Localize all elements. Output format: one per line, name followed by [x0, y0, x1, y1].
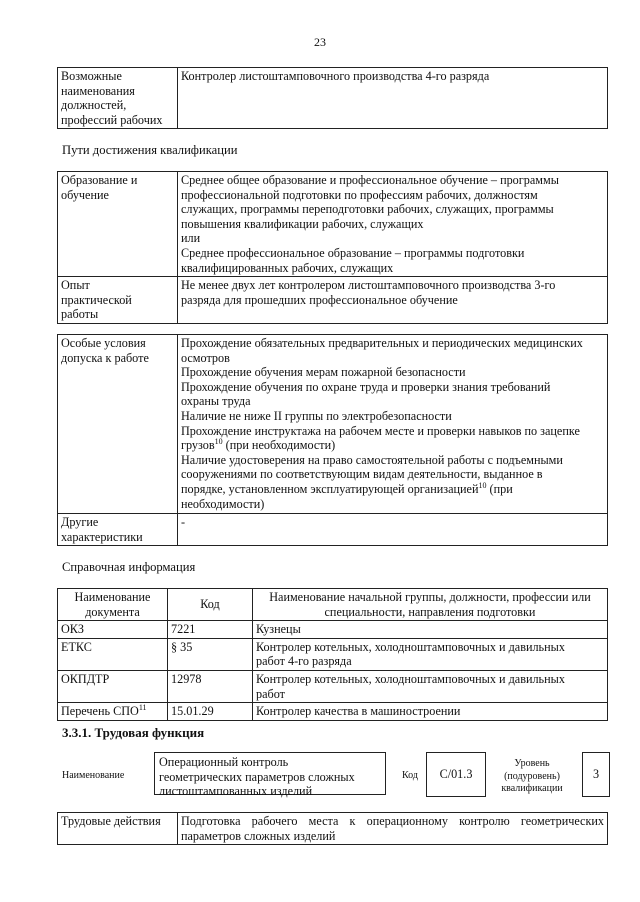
cell-text: ОКЗ	[61, 622, 85, 637]
header-name	[253, 589, 608, 621]
text-line	[181, 438, 604, 453]
positions-table	[57, 67, 608, 129]
text-line: необходимости)	[181, 496, 265, 511]
conditions-table	[57, 334, 608, 546]
cell-text: Перечень СПО	[61, 704, 139, 719]
header-line: Код	[200, 597, 220, 612]
cell-document	[58, 670, 168, 702]
table-row	[58, 670, 608, 702]
table-row	[58, 514, 608, 546]
name-line: листоштампованных изделий	[159, 784, 313, 799]
experience-label	[58, 277, 178, 324]
footnote-ref: 10	[214, 437, 223, 447]
text-fragment: (при	[486, 481, 513, 496]
table-row	[58, 813, 608, 845]
footnote-ref: 11	[138, 703, 147, 713]
conditions-label	[58, 335, 178, 514]
footnote-ref: 10	[478, 480, 487, 490]
positions-label	[58, 68, 178, 129]
other-label	[58, 514, 178, 546]
text-line: Прохождение обучения по охране труда и проверки знания требований	[181, 379, 551, 394]
cell-document	[58, 703, 168, 721]
header-document	[58, 589, 168, 621]
positions-value: Контролер листоштамповочного производства 4-го разряда	[178, 68, 608, 129]
text-line: Среднее общее образование и профессиональное обучение – программы	[181, 173, 559, 187]
cell-name	[253, 638, 608, 670]
label-line: наименования	[61, 83, 135, 98]
table-row	[58, 621, 608, 639]
function-name-box	[154, 752, 386, 799]
function-heading: 3.3.1. Трудовая функция	[62, 725, 205, 740]
table-row	[58, 277, 608, 324]
actions-label: Трудовые действия	[58, 813, 178, 845]
text-line: Не менее двух лет контролером листоштамповочного производства 3-го	[181, 278, 556, 293]
text-line	[181, 482, 604, 497]
text-line: Прохождение обучения мерам пожарной безопасности	[181, 365, 466, 380]
label-line: обучение	[61, 187, 109, 202]
table-row	[58, 638, 608, 670]
label-line: работы	[61, 307, 99, 322]
label-line: Образование и	[61, 173, 138, 187]
page-number: 23	[314, 35, 326, 49]
text-line: служащих, программы переподготовки рабочих, служащих, программы	[181, 202, 554, 217]
table-row	[58, 703, 608, 721]
label-line: Особые условия	[61, 336, 146, 350]
label-line: должностей,	[61, 98, 127, 113]
education-label	[58, 172, 178, 277]
header-line: специальности, направления подготовки	[324, 604, 536, 619]
reference-heading: Справочная информация	[62, 560, 196, 574]
cell-line: Контролер качества в машиностроении	[256, 704, 461, 719]
text-line: или	[181, 231, 201, 246]
label-line: квалификации	[501, 783, 563, 794]
name-line: геометрических параметров сложных	[159, 769, 355, 784]
text-line: параметров сложных изделий	[181, 828, 336, 843]
text-line: Прохождение инструктажа на рабочем месте и проверки навыков по зацепке	[181, 423, 580, 438]
label-line: практической	[61, 292, 132, 307]
table-row	[58, 68, 608, 129]
text-line: Прохождение обязательных предварительных и периодических медицинских	[181, 336, 583, 350]
label-line: Другие	[61, 515, 99, 529]
name-label: Наименование	[62, 770, 125, 781]
text-line: Среднее профессиональное образование – программы подготовки	[181, 245, 525, 260]
education-value	[178, 172, 608, 277]
label-line: Уровень	[514, 758, 550, 769]
text-line: профессиональной подготовки по профессиям рабочих, должностям	[181, 187, 538, 202]
qualification-table	[57, 171, 608, 324]
label-line: Опыт	[61, 278, 90, 293]
text-line: квалифицированных рабочих, служащих	[181, 260, 394, 275]
cell-code: 15.01.29	[168, 703, 253, 721]
text-line: Наличие не ниже II группы по электробезопасности	[181, 408, 452, 423]
cell-name	[253, 703, 608, 721]
actions-table	[57, 812, 608, 845]
table-header-row	[58, 589, 608, 621]
cell-code: 12978	[168, 670, 253, 702]
label-line: допуска к работе	[61, 350, 149, 365]
text-fragment: порядке, установленном эксплуатирующей организацией	[181, 481, 479, 496]
cell-text: ЕТКС	[61, 639, 92, 654]
other-value: -	[178, 514, 608, 546]
cell-line: работ	[256, 686, 285, 701]
level-label	[492, 758, 572, 796]
text-line: разряда для прошедших профессиональное обучение	[181, 292, 458, 307]
text-line: Наличие удостоверения на право самостоятельной работы с подъемными	[181, 452, 563, 467]
label-line: характеристики	[61, 529, 143, 544]
name-line: Операционный контроль	[159, 755, 289, 769]
label-line: (подуровень)	[504, 770, 560, 782]
cell-document	[58, 621, 168, 639]
header-line: Наименование начальной группы, должности, профессии или	[269, 590, 591, 604]
text-fragment: (при необходимости)	[222, 438, 336, 453]
cell-text: ОКПДТР	[61, 671, 110, 686]
header-code	[168, 589, 253, 621]
header-line: Наименование	[74, 590, 151, 604]
reference-table	[57, 588, 608, 721]
level-box: 3	[582, 752, 610, 797]
text-line: осмотров	[181, 350, 230, 365]
cell-name	[253, 670, 608, 702]
table-row	[58, 335, 608, 514]
text-line: сооружениями по соответствующим видам деятельности, выданное в	[181, 467, 543, 482]
code-label: Код	[402, 770, 418, 781]
conditions-value	[178, 335, 608, 514]
cell-line: Кузнецы	[256, 622, 301, 637]
cell-document	[58, 638, 168, 670]
cell-line: работ 4-го разряда	[256, 654, 352, 669]
qualification-heading: Пути достижения квалификации	[62, 143, 238, 157]
cell-name	[253, 621, 608, 639]
cell-code: § 35	[168, 638, 253, 670]
label-line: Возможные	[61, 69, 122, 83]
function-code-box: C/01.3	[426, 752, 486, 797]
cell-code: 7221	[168, 621, 253, 639]
cell-line: Контролер котельных, холодноштамповочных и давильных	[256, 639, 565, 654]
experience-value	[178, 277, 608, 324]
text-fragment: грузов	[181, 438, 215, 453]
cell-line: Контролер котельных, холодноштамповочных и давильных	[256, 671, 565, 686]
text-line: повышения квалификации рабочих, служащих	[181, 216, 424, 231]
header-line: документа	[85, 604, 140, 619]
text-line: Подготовка рабочего места к операционному контролю геометрических	[181, 814, 604, 828]
text-line: охраны труда	[181, 394, 251, 409]
label-line: профессий рабочих	[61, 112, 163, 127]
table-row	[58, 172, 608, 277]
actions-value	[178, 813, 608, 845]
